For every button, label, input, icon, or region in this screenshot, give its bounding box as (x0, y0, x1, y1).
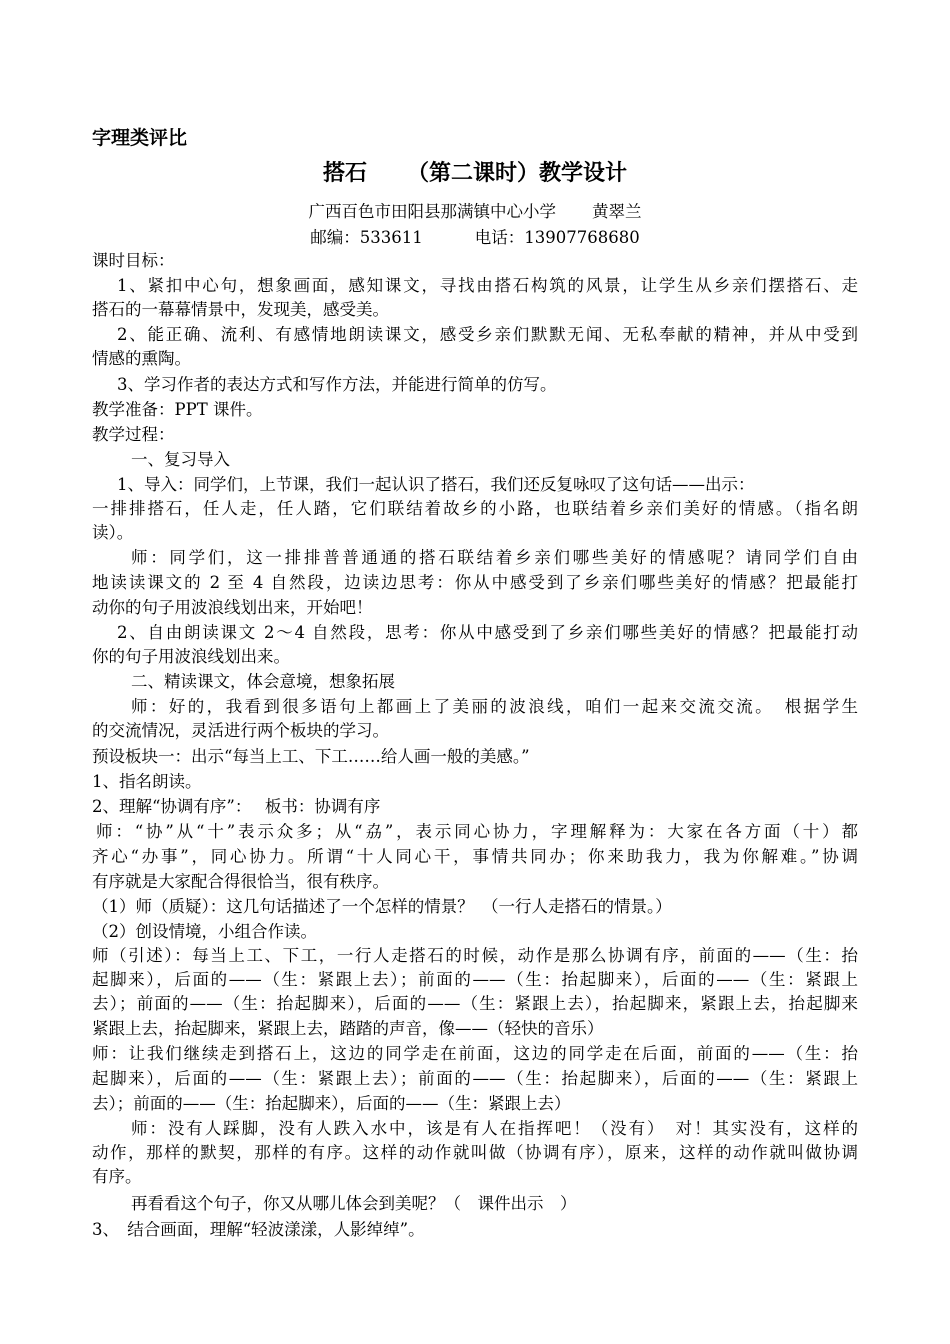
phone: 电话：13907768680 (474, 228, 640, 247)
text-line: 师（引述）：每当上工、下工，一行人走搭石的时候，动作是那么协调有序，前面的——（生：抬 (92, 946, 858, 965)
text-line: 的交流情况，灵活进行两个板块的学习。 (92, 721, 389, 740)
text-line: 去）；前面的——（生：抬起脚来），后面的——（生：紧跟上去） (92, 1094, 571, 1113)
text-line: 2、理解“协调有序”： 板书：协调有序 (92, 797, 381, 816)
text-line: 3、学习作者的表达方式和写作方法，并能进行简单的仿写。 (117, 375, 557, 394)
text-line: 1、指名朗读。 (92, 772, 202, 791)
title-sub: （第二课时）教学设计 (407, 160, 628, 186)
title-main: 搭石 (322, 160, 367, 186)
text-line: （1）师（质疑）：这几句话描述了一个怎样的情景？ （一行人走搭石的情景。） (92, 897, 672, 916)
category-label: 字理类评比 (92, 127, 188, 149)
text-line: 再看看这个句子，你又从哪儿体会到美呢？（ 课件出示 ） (131, 1194, 577, 1213)
text-line: 紧跟上去，抬起脚来，紧跟上去，踏踏的声音，像——（轻快的音乐） (92, 1019, 604, 1038)
postcode: 邮编：533611 (310, 228, 423, 247)
text-line: 师：“协”从“十”表示众多；从“劦”，表示同心协力，字理解释为：大家在各方面（十）都 (96, 822, 858, 841)
text-line: 2、自由朗读课文 2～4 自然段，思考：你从中感受到了乡亲们哪些美好的情感？把最能打动 (117, 623, 858, 642)
contact-line (0, 227, 950, 249)
text-line: 师：让我们继续走到搭石上，这边的同学走在前面，这边的同学走在后面，前面的——（生：抬 (92, 1044, 858, 1063)
text-line: 一排排搭石，任人走，任人踏，它们联结着故乡的小路，也联结着乡亲们美好的情感。（指名朗 (92, 499, 858, 518)
text-line: （2）创设情境，小组合作读。 (92, 922, 317, 941)
text-line: 师：好的，我看到很多语句上都画上了美丽的波浪线，咱们一起来交流交流。 根据学生 (131, 697, 858, 716)
text-line: 你的句子用波浪线划出来。 (92, 647, 290, 666)
section-heading: 一、复习导入 (131, 450, 230, 469)
section-heading: 二、精读课文，体会意境，想象拓展 (131, 672, 395, 691)
text-line: 地读读课文的 2 至 4 自然段，边读边思考：你从中感受到了乡亲们哪些美好的情感？把最能打 (92, 573, 858, 592)
text-line: 读）。 (92, 523, 134, 542)
text-line: 1、紧扣中心句，想象画面，感知课文，寻找由搭石构筑的风景，让学生从乡亲们摆搭石、走 (117, 276, 858, 295)
text-line: 3、 结合画面，理解“轻波漾漾，人影绰绰”。 (92, 1220, 425, 1239)
text-line: 有序。 (92, 1167, 142, 1186)
text-line: 去）；前面的——（生：抬起脚来），后面的——（生：紧跟上去），抬起脚来，紧跟上去，抬起脚来 (92, 994, 858, 1013)
text-line: 2、能正确、流利、有感情地朗读课文，感受乡亲们默默无闻、无私奉献的精神，并从中受到 (117, 325, 858, 344)
text-line: 动你的句子用波浪线划出来，开始吧！ (92, 598, 373, 617)
author-line (0, 201, 950, 223)
text-line: 情感的熏陶。 (92, 349, 191, 368)
text-line: 动作，那样的默契，那样的有序。这样的动作就叫做（协调有序），原来，这样的动作就叫做协调 (92, 1143, 858, 1162)
page-title (0, 158, 950, 188)
section-heading: 课时目标： (92, 251, 175, 270)
text-line: 1、导入：同学们，上节课，我们一起认识了搭石，我们还反复咏叹了这句话——出示： (117, 475, 755, 494)
author-name: 黄翠兰 (592, 202, 642, 221)
text-line: 齐心“办事”，同心协力。所谓“十人同心干，事情共同办；你来助我力，我为你解难。”协调 (92, 847, 858, 866)
section-heading: 教学准备：PPT 课件。 (92, 400, 263, 419)
text-line: 搭石的一幕幕情景中，发现美，感受美。 (92, 300, 389, 319)
text-line: 有序就是大家配合得很恰当，很有秩序。 (92, 872, 389, 891)
text-line: 师：没有人踩脚，没有人跌入水中，该是有人在指挥吧！（没有） 对！其实没有，这样的 (131, 1119, 858, 1138)
text-line: 师：同学们，这一排排普普通通的搭石联结着乡亲们哪些美好的情感呢？请同学们自由 (131, 548, 858, 567)
author-school: 广西百色市田阳县那满镇中心小学 (308, 202, 556, 221)
section-heading: 教学过程： (92, 425, 175, 444)
text-line: 起脚来），后面的——（生：紧跟上去）；前面的——（生：抬起脚来），后面的——（生：紧跟上 (92, 1069, 858, 1088)
text-line: 起脚来），后面的——（生：紧跟上去）；前面的——（生：抬起脚来），后面的——（生：紧跟上 (92, 970, 858, 989)
text-line: 预设板块一：出示“每当上工、下工……给人画一般的美感。” (92, 747, 530, 766)
